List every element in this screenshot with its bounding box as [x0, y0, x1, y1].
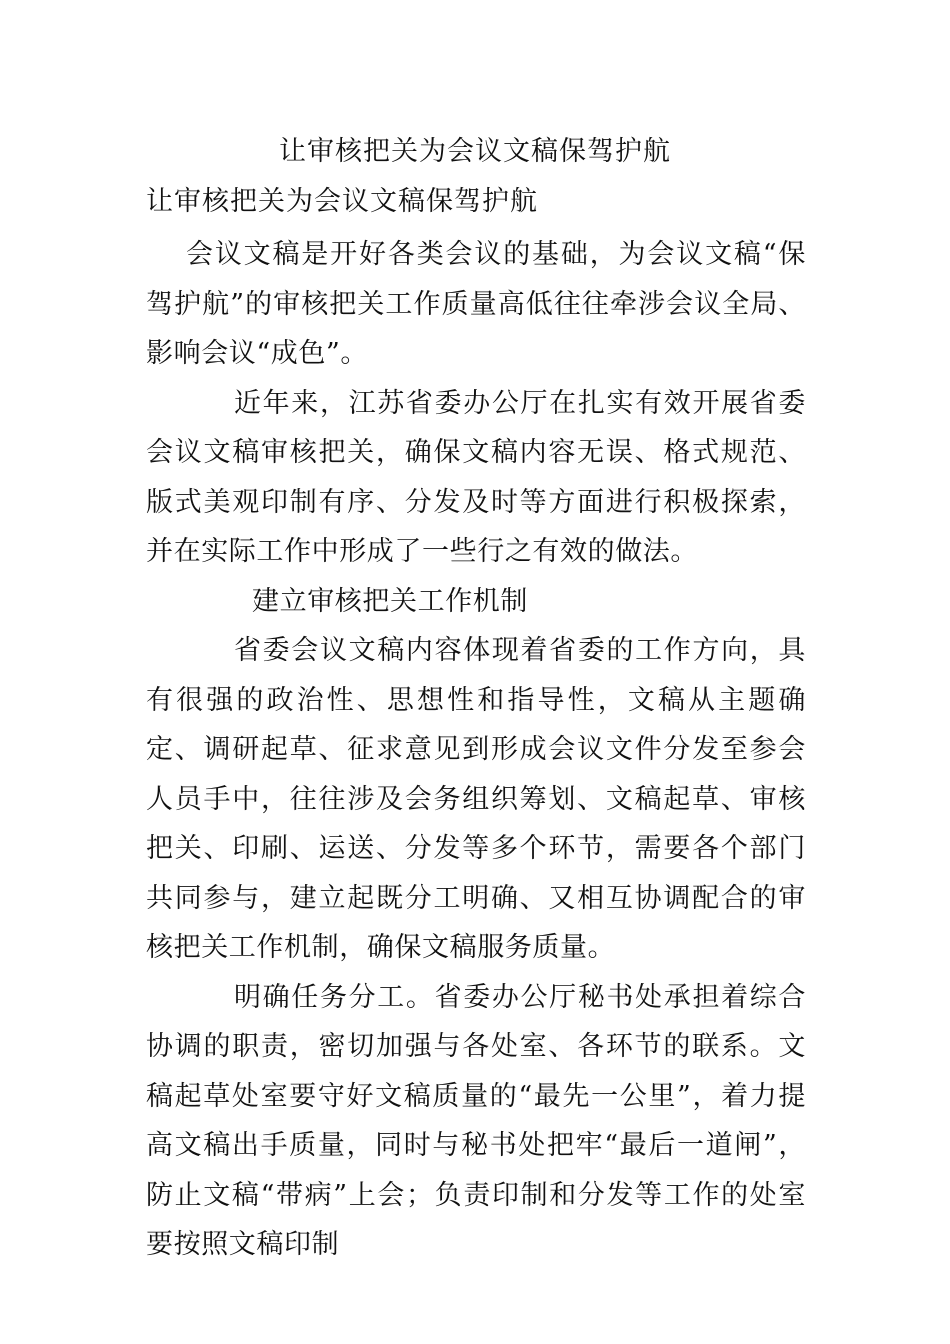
document-title: 让审核把关为会议文稿保驾护航 [279, 136, 671, 167]
paragraph-intro: 会议文稿是开好各类会议的基础，为会议文稿“保驾护航”的审核把关工作质量高低往往牵涉会议全局、影响会议“成色”。 [146, 239, 806, 369]
document-body [146, 230, 806, 1270]
paragraph-mechanism: 省委会议文稿内容体现着省委的工作方向，具有很强的政治性、思想性和指导性，文稿从主题确定、调研起草、征求意见到形成会议文件分发至参会人员手中，往往涉及会务组织筹划、文稿起草、审核把关、印刷、运送、分发等多个环节，需要各个部门共同参与，建立起既分工明确、又相互协调配合的审核把关工作机制，确保文稿服务质量。 [146, 635, 806, 963]
section-heading: 建立审核把关工作机制 [252, 585, 528, 617]
paragraph-division: 明确任务分工。省委办公厅秘书处承担着综合协调的职责，密切加强与各处室、各环节的联系。文稿起草处室要守好文稿质量的“最先一公里”，着力提高文稿出手质量，同时与秘书处把牢“最后一道闸”，防止文稿“带病”上会；负责印制和分发等工作的处室要按照文稿印制 [146, 981, 806, 1260]
paragraph-background: 近年来，江苏省委办公厅在扎实有效开展省委会议文稿审核把关，确保文稿内容无误、格式规范、版式美观印制有序、分发及时等方面进行积极探索，并在实际工作中形成了一些行之有效的做法。 [146, 387, 806, 567]
document-subtitle: 让审核把关为会议文稿保驾护航 [146, 186, 538, 217]
